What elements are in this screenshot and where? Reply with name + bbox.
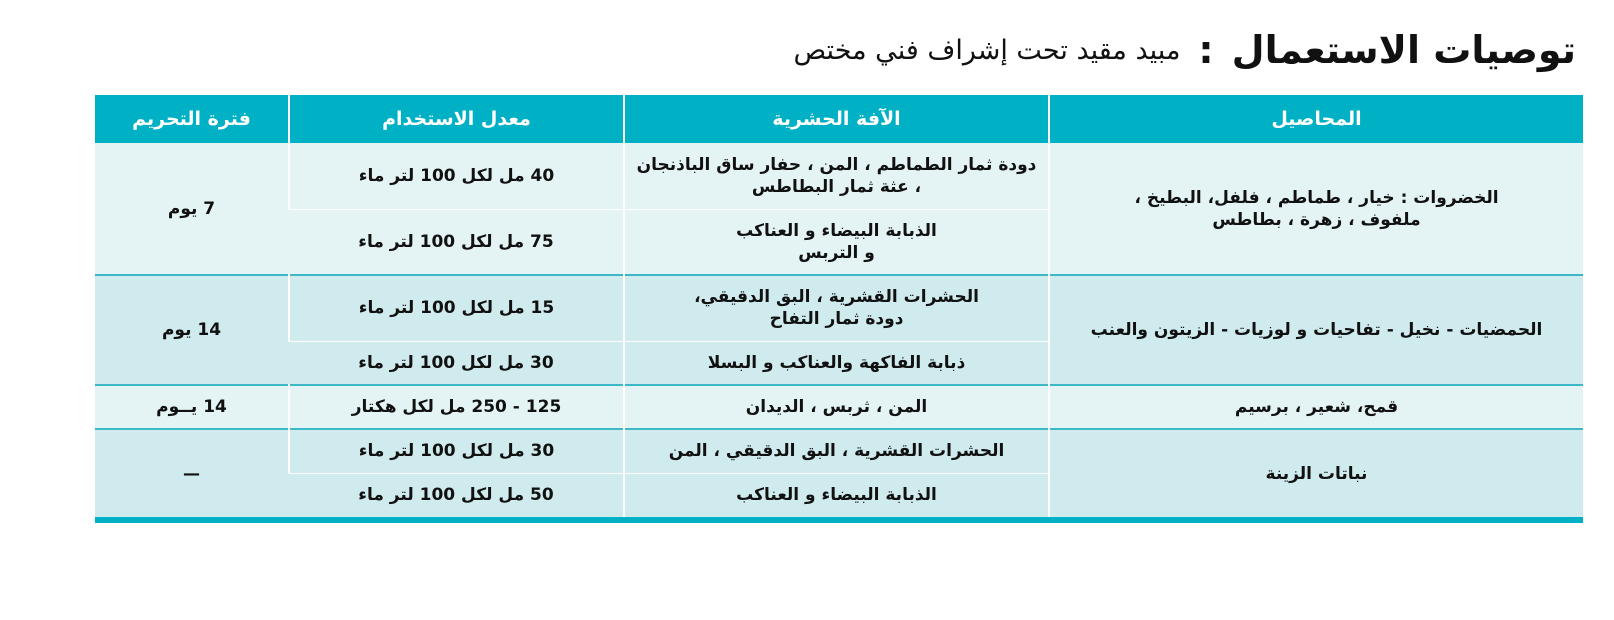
phi-cell: — <box>95 429 289 517</box>
header-phi: فترة التحريم <box>95 95 289 143</box>
table-row <box>95 143 1583 209</box>
rate-cell: 50 مل لكل 100 لتر ماء <box>289 473 624 517</box>
crops-cell: الخضروات : خيار ، طماطم ، فلفل، البطيخ ، ملفوف ، زهرة ، بطاطس <box>1049 143 1583 275</box>
crops-cell: نباتات الزينة <box>1049 429 1583 517</box>
table-row <box>95 385 1583 429</box>
page-subtitle: مبيد مقيد تحت إشراف فني مختص <box>793 34 1181 66</box>
table-header-row <box>95 95 1583 143</box>
rate-cell: 125 - 250 مل لكل هكتار <box>289 385 624 429</box>
phi-cell: 14 يوم <box>95 275 289 385</box>
usage-recommendations-table <box>95 95 1583 517</box>
page-heading <box>793 22 1576 78</box>
table-row <box>95 275 1583 341</box>
page-title: توصيات الاستعمال <box>1231 28 1576 72</box>
rate-cell: 30 مل لكل 100 لتر ماء <box>289 341 624 385</box>
crops-cell: الحمضيات - نخيل - تفاحيات و لوزيات - الزيتون والعنب <box>1049 275 1583 385</box>
rate-cell: 40 مل لكل 100 لتر ماء <box>289 143 624 209</box>
pest-cell: الحشرات القشرية ، البق الدقيقي، دودة ثمار التفاح <box>624 275 1049 341</box>
title-colon: : <box>1198 28 1214 72</box>
rate-cell: 30 مل لكل 100 لتر ماء <box>289 429 624 473</box>
table-row <box>95 429 1583 473</box>
crops-cell: قمح، شعير ، برسيم <box>1049 385 1583 429</box>
pest-cell: الذبابة البيضاء و العناكب <box>624 473 1049 517</box>
pest-cell: ذبابة الفاكهة والعناكب و البسلا <box>624 341 1049 385</box>
phi-cell: 7 يوم <box>95 143 289 275</box>
rate-cell: 75 مل لكل 100 لتر ماء <box>289 209 624 275</box>
pest-cell: الحشرات القشرية ، البق الدقيقي ، المن <box>624 429 1049 473</box>
table-bottom-border <box>95 517 1583 523</box>
header-crops: المحاصيل <box>1049 95 1583 143</box>
pest-cell: الذبابة البيضاء و العناكب و التربس <box>624 209 1049 275</box>
phi-cell: 14 يــوم <box>95 385 289 429</box>
rate-cell: 15 مل لكل 100 لتر ماء <box>289 275 624 341</box>
usage-table-wrapper <box>95 95 1583 523</box>
pest-cell: دودة ثمار الطماطم ، المن ، حفار ساق الباذنجان ، عثة ثمار البطاطس <box>624 143 1049 209</box>
header-pest: الآفة الحشرية <box>624 95 1049 143</box>
pest-cell: المن ، ثربس ، الديدان <box>624 385 1049 429</box>
header-rate: معدل الاستخدام <box>289 95 624 143</box>
